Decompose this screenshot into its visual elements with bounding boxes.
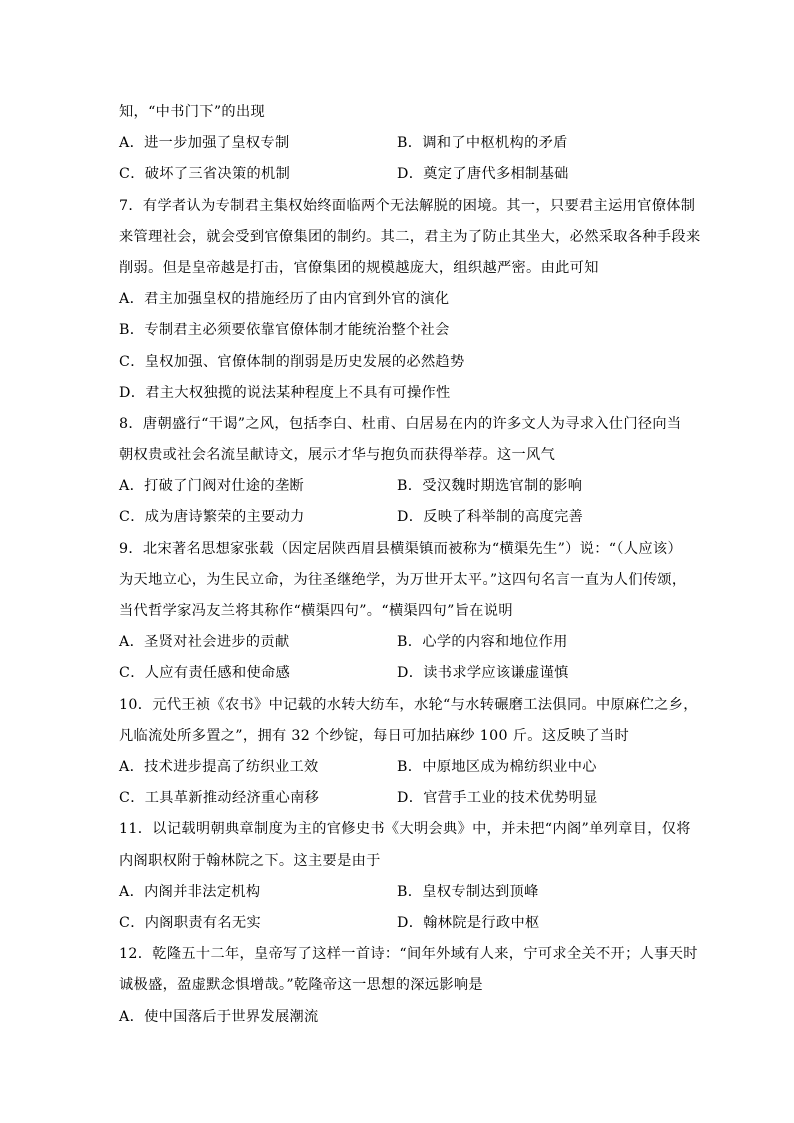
question-8-stem-line-1: 8．唐朝盛行“干谒”之风，包括李白、杜甫、白居易在内的许多文人为寻求入仕门径向当 (119, 416, 682, 432)
question-9-stem-line-2: 为天地立心，为生民立命，为往圣继绝学，为万世开太平。”这四句名言一直为人们传颂， (119, 572, 687, 588)
q8-option-b: B．受汉魏时期选官制的影响 (397, 478, 583, 494)
q10-option-b: B．中原地区成为棉纺织业中心 (397, 759, 597, 775)
q7-option-c: C．皇权加强、官僚体制的削弱是历史发展的必然趋势 (119, 354, 465, 370)
q9-option-c: C．人应有责任感和使命感 (119, 665, 291, 681)
question-11-stem-line-2: 内阁职权附于翰林院之下。这主要是由于 (119, 853, 381, 869)
q6-option-d: D．奠定了唐代多相制基础 (397, 166, 569, 182)
q11-option-a: A．内阁并非法定机构 (119, 884, 261, 900)
q11-option-d: D．翰林院是行政中枢 (397, 915, 540, 931)
q10-option-d: D．官营手工业的技术优势明显 (397, 790, 598, 806)
q6-option-c: C．破坏了三省决策的机制 (119, 166, 291, 182)
q8-option-d: D．反映了科举制的高度完善 (397, 509, 584, 525)
question-7-stem-line-1: 7．有学者认为专制君主集权始终面临两个无法解脱的困境。其一，只要君主运用官僚体制 (119, 198, 696, 214)
q12-option-a: A．使中国落后于世界发展潮流 (119, 1009, 319, 1025)
q9-option-a: A．圣贤对社会进步的贡献 (119, 634, 290, 650)
q10-option-c: C．工具革新推动经济重心南移 (119, 790, 320, 806)
question-7-stem-line-2: 来管理社会，就会受到官僚集团的制约。其二，君主为了防止其坐大，必然采取各种手段来 (119, 229, 701, 245)
q6-option-a: A．进一步加强了皇权专制 (119, 135, 290, 151)
q9-option-b: B．心学的内容和地位作用 (397, 634, 568, 650)
q8-option-c: C．成为唐诗繁荣的主要动力 (119, 509, 305, 525)
q10-option-a: A．技术进步提高了纺织业工效 (119, 759, 319, 775)
question-10-stem-line-2: 凡临流处所多置之”，拥有 32 个纱锭，每日可加拈麻纱 100 斤。这反映了当时 (119, 728, 630, 744)
question-10-stem-line-1: 10．元代王祯《农书》中记载的水转大纺车，水轮“与水转碾磨工法俱同。中原麻伫之乡， (119, 697, 698, 713)
q7-option-d: D．君主大权独揽的说法某种程度上不具有可操作性 (119, 385, 451, 401)
question-11-stem-line-1: 11．以记载明朝典章制度为主的官修史书《大明会典》中，并未把“内阁”单列章目，仅将 (119, 821, 691, 837)
question-12-stem-line-2: 诚极盛，盈虚默念惧增哉。”乾隆帝这一思想的深远影响是 (119, 977, 483, 993)
q7-option-a: A．君主加强皇权的措施经历了由内官到外官的演化 (119, 291, 450, 307)
q7-option-b: B．专制君主必须要依靠官僚体制才能统治整个社会 (119, 322, 450, 338)
q8-option-a: A．打破了门阀对仕途的垄断 (119, 478, 305, 494)
q11-option-c: C．内阁职责有名无实 (119, 915, 262, 931)
question-7-stem-line-3: 削弱。但是皇帝越是打击，官僚集团的规模越庞大，组织越严密。由此可知 (119, 260, 599, 276)
q6-option-b: B．调和了中枢机构的矛盾 (397, 135, 568, 151)
q11-option-b: B．皇权专制达到顶峰 (397, 884, 539, 900)
question-6-stem-end: 知，“中书门下”的出现 (119, 104, 266, 120)
question-8-stem-line-2: 朝权贵或社会名流呈献诗文，展示才华与抱负而获得举荐。这一风气 (119, 447, 556, 463)
question-9-stem-line-1: 9．北宋著名思想家张载（因定居陕西眉县横渠镇而被称为“横渠先生”）说：“（人应该） (119, 541, 682, 557)
question-9-stem-line-3: 当代哲学家冯友兰将其称作“横渠四句”。“横渠四句”旨在说明 (119, 603, 513, 619)
question-12-stem-line-1: 12．乾隆五十二年，皇帝写了这样一首诗：“间年外域有人来，宁可求全关不开；人事天时 (119, 946, 698, 962)
q9-option-d: D．读书求学应该谦虚谨慎 (397, 665, 569, 681)
